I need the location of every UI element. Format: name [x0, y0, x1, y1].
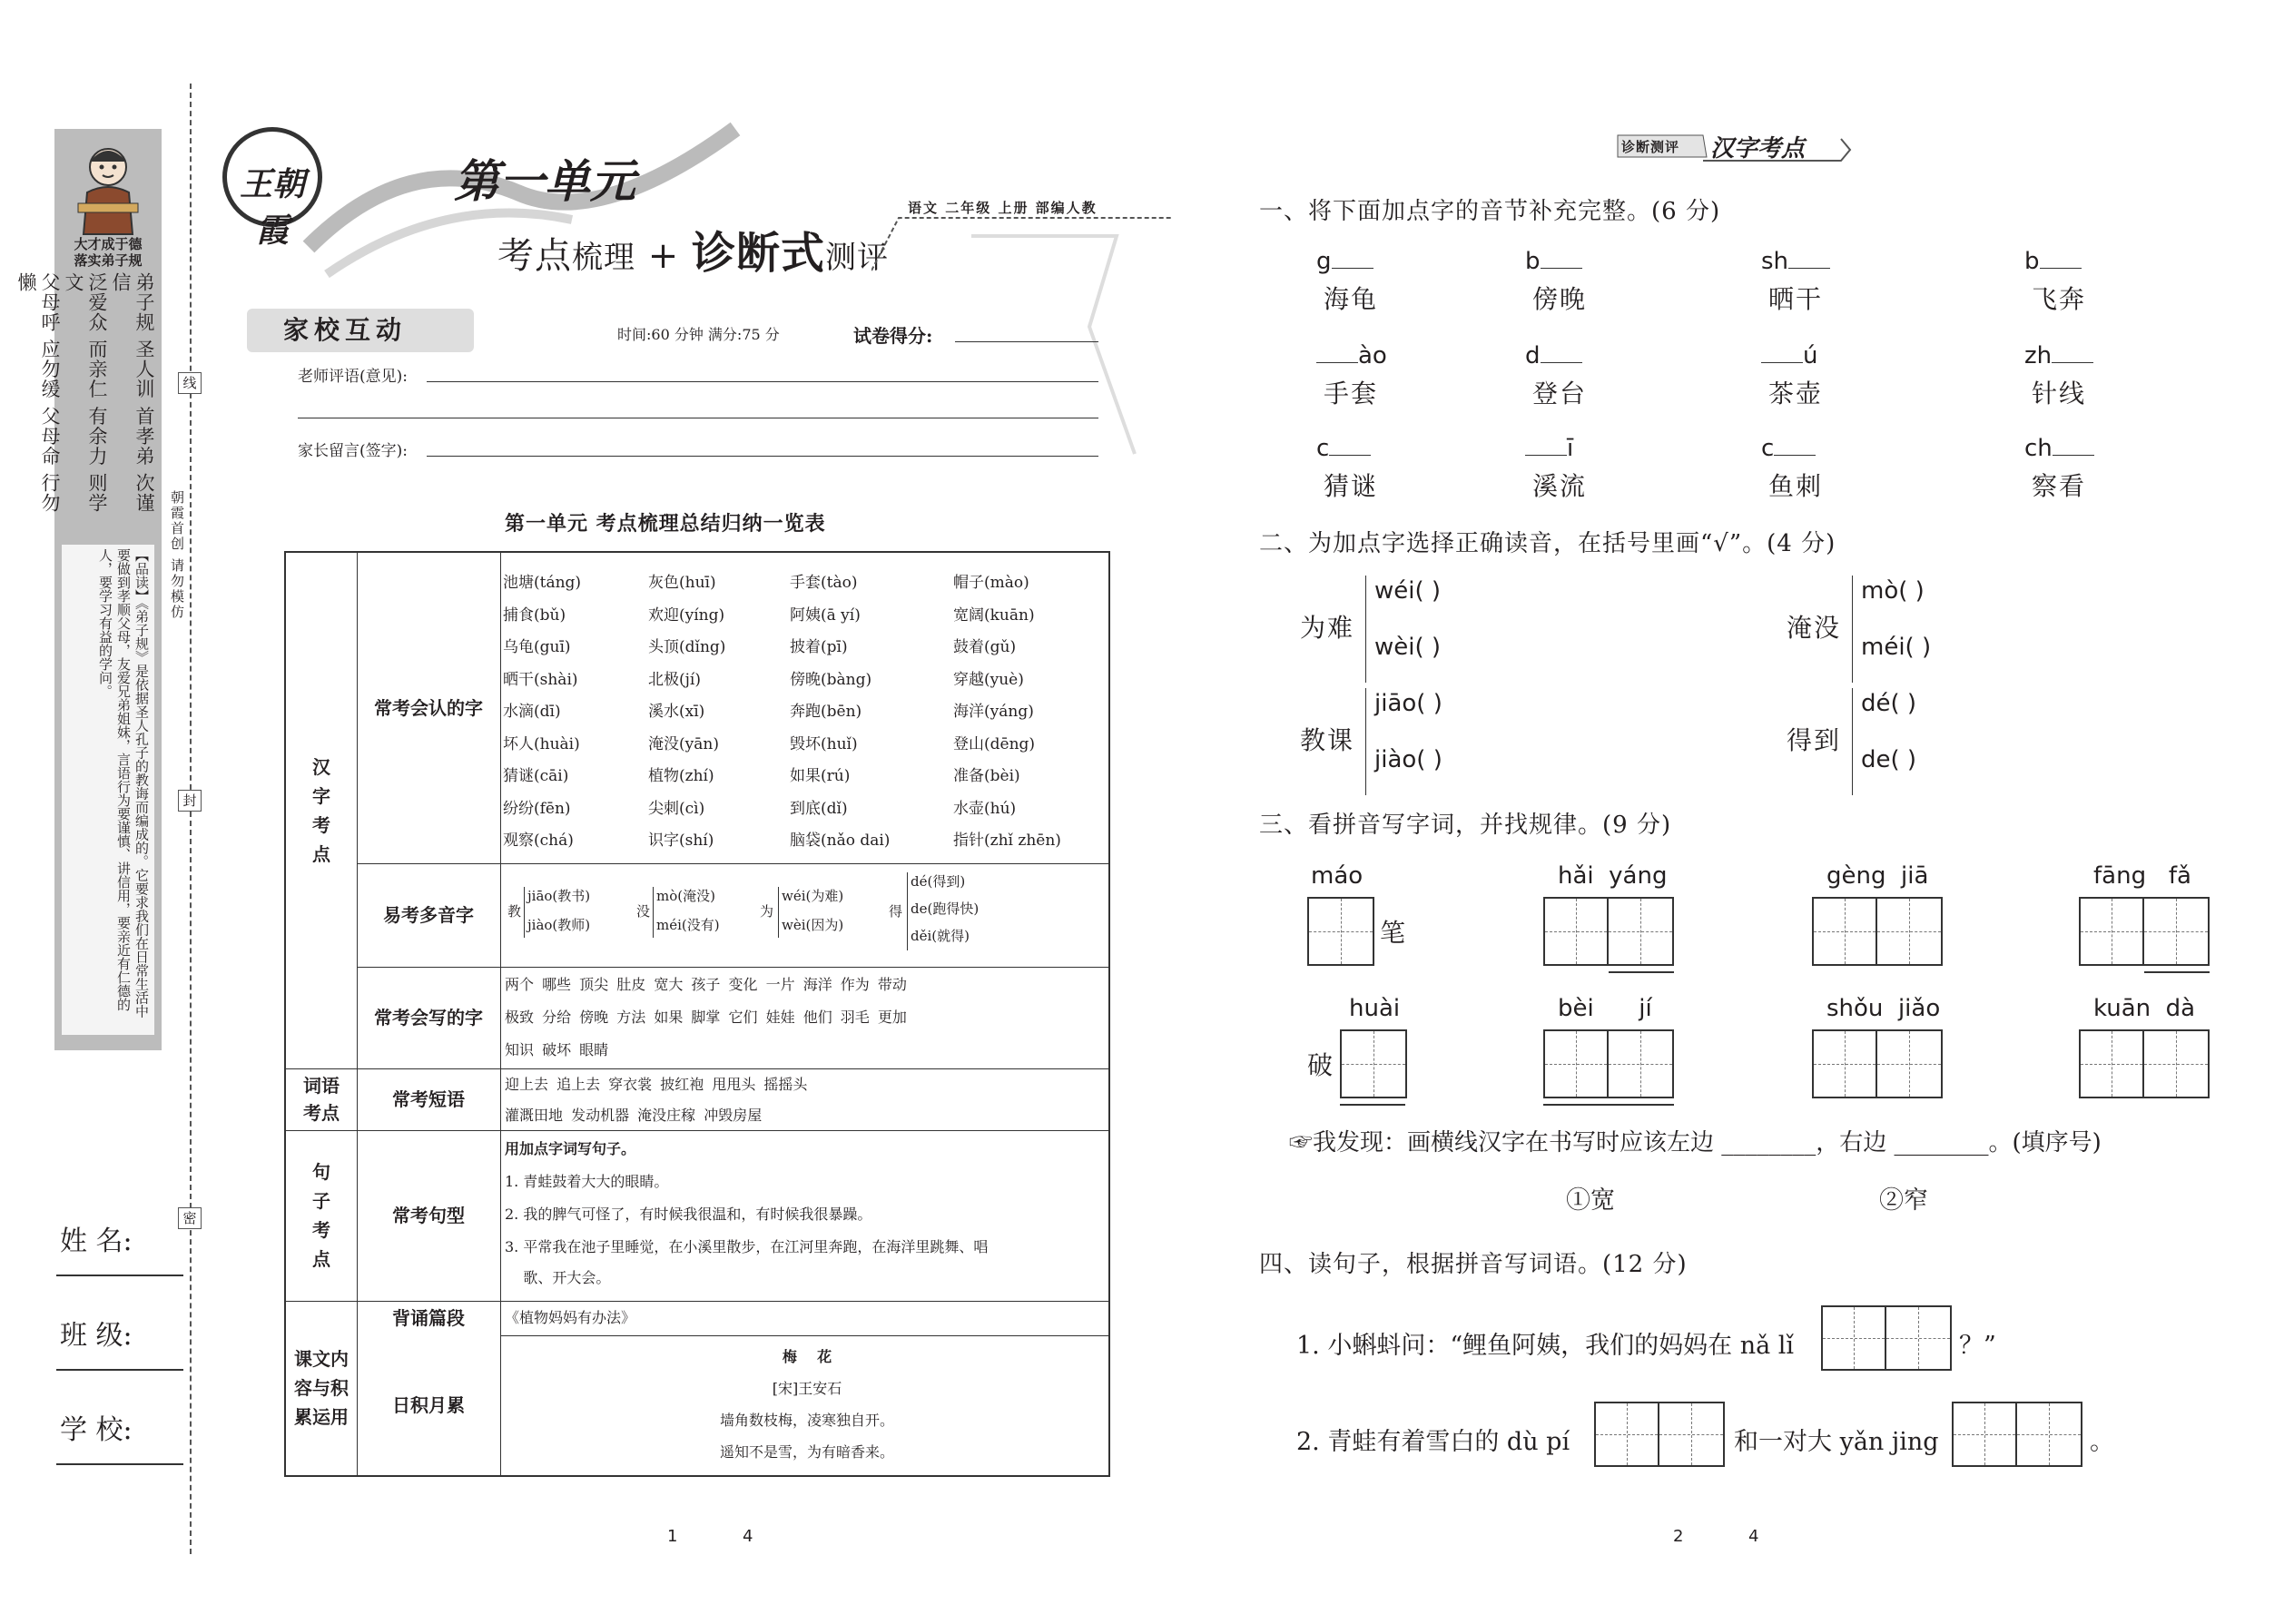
q1-word: 傍晚	[1532, 284, 1588, 314]
renzi-list	[503, 567, 1102, 858]
renzi-item: 猜谜(cāi)	[503, 767, 569, 785]
poly-mei-a: mò(淹没)	[656, 888, 715, 904]
q2-option[interactable]: dé( )	[1861, 690, 1917, 717]
dizigui-col-2: 泛爱众 而亲仁 有余力 则学文	[63, 272, 108, 514]
juxing-3: 3. 平常我在池子里睡觉，在小溪里散步，在江河里奔跑，在海洋里跳舞、唱	[505, 1238, 989, 1255]
q1-blank[interactable]	[1774, 434, 1816, 456]
dizigui-col-1: 弟子规 圣人训 首孝弟 次谨信	[110, 272, 155, 514]
renzi-item: 溪水(xī)	[648, 703, 705, 721]
q1-word: 晒干	[1768, 284, 1824, 314]
poly-char-wei: 为	[760, 903, 774, 920]
q3-pinyin: kuān dà	[2093, 995, 2196, 1022]
q3-answer-box[interactable]	[1340, 1029, 1407, 1098]
q1-pinyin-prefix: c	[1761, 435, 1775, 462]
renzi-item: 捕食(bǔ)	[503, 605, 566, 625]
q1-blank[interactable]	[1541, 247, 1582, 269]
renzi-item: 坏人(huài)	[503, 734, 580, 753]
q2-option[interactable]: wéi( )	[1374, 577, 1442, 605]
q1-word: 海龟	[1324, 284, 1379, 314]
q1-word: 飞奔	[2032, 284, 2087, 314]
q2-word: 得到	[1787, 725, 1842, 755]
q1-pinyin-prefix: b	[1525, 248, 1541, 275]
juxing-1: 1. 青蛙鼓着大大的眼睛。	[505, 1173, 669, 1190]
cat-juzi: 句 子 考 点	[312, 1161, 330, 1270]
xiezi-row-1: 两个 哪些 顶尖 肚皮 宽大 孩子 变化 一片 海洋 作为 带动	[505, 976, 907, 993]
sub-duanyu: 常考短语	[392, 1088, 465, 1110]
q3-discover: ☞我发现：画横线汉字在书写时应该左边 ________，右边 ________。(填序号)	[1289, 1129, 2102, 1156]
q4-sentence-2: 2. 青蛙有着雪白的 dù pí	[1296, 1428, 1570, 1456]
subtitle-part-d: 诊断式	[691, 228, 825, 279]
q1-pinyin[interactable]	[2024, 434, 2094, 462]
q3-pinyin: máo	[1311, 862, 1364, 890]
q1-blank[interactable]	[2053, 434, 2094, 456]
renzi-item: 北极(jí)	[648, 670, 701, 689]
duanyu-row-2: 灌溉田地 发动机器 淹没庄稼 冲毁房屋	[505, 1107, 763, 1124]
sub-renzi: 常考会认的字	[374, 697, 483, 719]
teacher-comment-label: 老师评语(意见):	[298, 368, 408, 386]
renzi-item: 识字(shí)	[648, 832, 714, 850]
q3-answer-box[interactable]	[1812, 897, 1943, 966]
q4-sentence-2-mid: 和一对大 yǎn jing	[1734, 1428, 1939, 1456]
class-label: 班 级:	[60, 1320, 133, 1352]
poly-char-mei: 没	[636, 903, 651, 920]
cut-mark-secret: 密	[178, 1207, 202, 1229]
dizigui-col-3: 父母呼 应勿缓 父母命 行勿懒	[15, 272, 61, 514]
school-field[interactable]	[56, 1396, 183, 1491]
poly-de-a: dé(得到)	[911, 873, 966, 890]
course-tags: 语文 二年级 上册 部编人教	[908, 200, 1098, 216]
student-info	[56, 1207, 183, 1491]
q1-blank[interactable]	[1541, 341, 1582, 363]
juxing-instruction: 用加点字词写句子。	[505, 1140, 636, 1157]
poly-char-de: 得	[889, 903, 903, 920]
poly-char-jiao: 教	[507, 903, 522, 920]
poly-de-b: de(跑得快)	[911, 901, 980, 917]
q1-word: 溪流	[1532, 471, 1588, 501]
q1-word: 鱼刺	[1768, 471, 1824, 501]
q2-word: 淹没	[1787, 613, 1842, 643]
cat-hanzi: 汉 字 考 点	[312, 756, 330, 865]
renzi-item: 池塘(táng)	[503, 574, 582, 592]
juxing-2: 2. 我的脾气可怪了，有时候我很温和，有时候我很暴躁。	[505, 1206, 872, 1223]
q1-pinyin[interactable]	[1761, 247, 1830, 275]
page-number-left: 1	[667, 1527, 678, 1546]
renzi-item: 鼓着(gǔ)	[953, 638, 1017, 656]
subtitle-part-b: 梳理	[572, 240, 635, 276]
q1-word: 手套	[1324, 379, 1379, 408]
q3-answer-box[interactable]	[2079, 1029, 2210, 1098]
q1-blank[interactable]	[1316, 341, 1358, 363]
q1-pinyin-suffix: ào	[1358, 342, 1387, 369]
q4-sentence-2-end: 。	[2090, 1428, 2114, 1456]
q2-word: 为难	[1300, 613, 1355, 643]
renzi-item: 披着(pī)	[790, 638, 848, 656]
renzi-item: 乌龟(guī)	[503, 638, 571, 656]
q4-answer-box-3[interactable]	[1952, 1402, 2082, 1467]
poly-wei-a: wéi(为难)	[782, 888, 844, 904]
q3-prefix-char: 破	[1307, 1050, 1335, 1080]
summary-table	[284, 551, 1110, 1477]
renzi-item: 海洋(yáng)	[953, 703, 1034, 721]
q3-answer-box[interactable]	[1812, 1029, 1943, 1098]
subtitle	[497, 218, 889, 281]
subtitle-plus: +	[635, 235, 692, 277]
q1-blank[interactable]	[1761, 341, 1803, 363]
q1-word: 猜谜	[1324, 471, 1379, 501]
q1-word: 针线	[2032, 379, 2087, 408]
q1-blank[interactable]	[1788, 247, 1830, 269]
q3-pinyin: hǎi yáng	[1558, 862, 1668, 890]
q1-pinyin[interactable]	[1525, 341, 1582, 369]
renzi-item: 宽阔(kuān)	[953, 605, 1035, 625]
page-total-left: 4	[743, 1527, 753, 1546]
sub-jilei: 日积月累	[392, 1394, 465, 1416]
q3-pinyin: shǒu jiǎo	[1826, 995, 1941, 1022]
renzi-item: 到底(dǐ)	[790, 799, 848, 818]
dizigui-commentary: 【品读】《弟子规》是依据圣人孔子的教诲而编成的。它要求我们在日常生活中要做到孝顺父母，友爱兄弟姐妹，言语行为要谨慎、讲信用，要亲近有仁德的人，要学习有益的学问。	[62, 545, 154, 1035]
q1-pinyin[interactable]	[1525, 434, 1573, 462]
score-label: 试卷得分:	[853, 325, 933, 347]
q1-blank[interactable]	[1329, 434, 1371, 456]
renzi-item: 观察(chá)	[503, 832, 574, 850]
q1-title: 一、将下面加点字的音节补充完整。(6 分)	[1259, 198, 1721, 225]
q4-sentence-1: 1. 小蝌蚪问：“鲤鱼阿姨，我们的妈妈在 nǎ lǐ	[1296, 1332, 1795, 1360]
q2-option[interactable]: mò( )	[1861, 577, 1925, 605]
juxing-3-cont: 歌、开大会。	[505, 1269, 611, 1286]
cat-ciyu: 词语 考点	[303, 1075, 340, 1124]
q2-title: 二、为加点字选择正确读音，在括号里画“√”。(4 分)	[1259, 530, 1836, 557]
cut-mark-line: 线	[178, 372, 202, 394]
motto-line-1: 大才成于德	[74, 236, 143, 252]
renzi-item: 帽子(mào)	[953, 574, 1029, 592]
q2-brace	[1365, 576, 1366, 683]
q1-pinyin-prefix: zh	[2024, 342, 2053, 369]
q1-blank[interactable]	[1332, 247, 1373, 269]
renzi-item: 毁坏(huǐ)	[790, 734, 858, 753]
renzi-item: 植物(zhí)	[648, 767, 714, 785]
parent-comment-field[interactable]	[427, 456, 1098, 457]
q2-option[interactable]: méi( )	[1861, 634, 1932, 661]
q1-pinyin[interactable]	[2024, 247, 2082, 275]
renzi-item: 水滴(dī)	[503, 703, 561, 721]
side-strip	[15, 129, 162, 1050]
q1-pinyin[interactable]	[1316, 247, 1373, 275]
q1-pinyin-prefix: b	[2024, 248, 2040, 275]
q1-pinyin-prefix: g	[1316, 248, 1332, 275]
q1-pinyin-prefix: c	[1316, 435, 1330, 462]
page-number-right: 2	[1673, 1527, 1684, 1546]
renzi-item: 灰色(huī)	[648, 574, 716, 592]
poly-jiao-a: jiāo(教书)	[527, 888, 591, 904]
renzi-item: 淹没(yān)	[648, 734, 719, 753]
q3-suffix-char: 笔	[1380, 918, 1408, 948]
subtitle-part-e: 测评	[824, 240, 889, 276]
class-field[interactable]	[56, 1302, 183, 1396]
q2-option[interactable]: de( )	[1861, 746, 1917, 773]
page-total-right: 4	[1748, 1527, 1759, 1546]
table-title: 第一单元 考点梳理总结归纳一览表	[505, 512, 826, 536]
poly-mei-b: méi(没有)	[656, 917, 720, 933]
copyright-note: 朝霞首创 请勿模仿	[169, 490, 185, 620]
brand-logo	[222, 127, 322, 250]
q1-pinyin[interactable]	[1761, 434, 1816, 462]
q1-word: 察看	[2032, 471, 2087, 501]
subtitle-part-a: 考点	[497, 235, 572, 277]
section-tag-big: 汉字考点	[1710, 135, 1806, 162]
home-school-banner: 家校互动	[247, 309, 474, 352]
q1-pinyin-prefix: ch	[2024, 435, 2053, 462]
sub-xiezi: 常考会写的字	[374, 1007, 483, 1029]
q3-underline	[2144, 971, 2210, 973]
section-tag-small: 诊断测评	[1621, 139, 1680, 155]
q3-option-2[interactable]: ②窄	[1879, 1186, 1928, 1215]
q3-pinyin: bèi jí	[1558, 995, 1652, 1022]
q2-option[interactable]: jiào( )	[1374, 746, 1442, 773]
name-field[interactable]	[56, 1207, 183, 1302]
q3-underline	[1340, 1104, 1405, 1106]
score-field[interactable]	[955, 341, 1098, 342]
renzi-item: 阿姨(ā yí)	[790, 605, 861, 625]
sub-juxing: 常考句型	[392, 1205, 465, 1226]
name-label: 姓 名:	[60, 1225, 133, 1257]
q3-answer-box[interactable]	[1307, 897, 1374, 966]
renzi-item: 手套(tào)	[790, 574, 858, 592]
q1-word: 茶壶	[1768, 379, 1824, 408]
q3-title: 三、看拼音写字词，并找规律。(9 分)	[1259, 812, 1672, 839]
sub-beisong: 背诵篇段	[392, 1307, 465, 1329]
q3-underline	[1609, 971, 1674, 973]
q1-pinyin[interactable]	[2024, 341, 2093, 369]
cut-mark-seal: 封	[178, 790, 202, 812]
q2-option[interactable]: jiāo( )	[1374, 690, 1442, 717]
renzi-item: 纷纷(fēn)	[503, 799, 571, 818]
q3-answer-box[interactable]	[2079, 897, 2210, 966]
q2-word: 教课	[1300, 725, 1355, 755]
unit-title: 第一单元	[454, 154, 635, 208]
poem-author: [宋]王安石	[772, 1380, 842, 1397]
q1-pinyin-prefix: sh	[1761, 248, 1789, 275]
q2-brace	[1852, 688, 1853, 795]
q4-answer-box-1[interactable]	[1821, 1305, 1952, 1371]
q2-brace	[1365, 688, 1366, 795]
renzi-item: 尖刺(cì)	[648, 799, 705, 818]
poem-title: 梅 花	[782, 1348, 832, 1365]
q2-option[interactable]: wèi( )	[1374, 634, 1442, 661]
q1-word: 登台	[1532, 379, 1588, 408]
duanyu-row-1: 迎上去 追上去 穿衣裳 披红袍 甩甩头 摇摇头	[505, 1076, 808, 1093]
q3-pinyin: fāng fǎ	[2093, 862, 2191, 890]
section-tag	[1616, 130, 1852, 161]
q3-underline	[1543, 1104, 1674, 1106]
q4-answer-box-2[interactable]	[1594, 1402, 1725, 1467]
renzi-item: 傍晚(bàng)	[790, 670, 872, 689]
renzi-item: 奔跑(bēn)	[790, 703, 862, 721]
beisong-text: 《植物妈妈有办法》	[505, 1309, 636, 1326]
q1-blank[interactable]	[2040, 247, 2082, 269]
q3-option-1[interactable]: ①宽	[1566, 1186, 1615, 1215]
time-info: 时间:60 分钟 满分:75 分	[617, 326, 780, 343]
renzi-item: 晒干(shài)	[503, 670, 578, 689]
renzi-item: 脑袋(nǎo dai)	[790, 832, 891, 850]
renzi-item: 指针(zhǐ zhēn)	[953, 832, 1061, 850]
brand-logo-text: 王朝霞	[239, 165, 305, 250]
renzi-item: 准备(bèi)	[953, 767, 1020, 785]
renzi-item: 登山(dēng)	[953, 734, 1036, 753]
q1-pinyin-suffix: ú	[1803, 342, 1818, 369]
dizigui-excerpt	[15, 272, 156, 527]
q2-brace	[1852, 576, 1853, 683]
school-label: 学 校:	[60, 1414, 133, 1446]
q1-pinyin[interactable]	[1316, 434, 1371, 462]
q3-answer-box[interactable]	[1543, 897, 1674, 966]
q3-pinyin: gèng jiā	[1826, 862, 1929, 890]
q1-blank[interactable]	[2052, 341, 2093, 363]
q3-pinyin: huài	[1349, 995, 1401, 1022]
q4-title: 四、读句子，根据拼音写词语。(12 分)	[1259, 1251, 1688, 1278]
q1-pinyin[interactable]	[1525, 247, 1582, 275]
q4-sentence-1-end: ？”	[1959, 1332, 1996, 1360]
poly-wei-b: wèi(因为)	[782, 917, 844, 933]
q1-pinyin[interactable]	[1761, 341, 1817, 369]
xiezi-row-2: 极致 分给 傍晚 方法 如果 脚掌 它们 娃娃 他们 羽毛 更加	[505, 1009, 907, 1026]
scholar-cartoon-icon	[74, 136, 142, 236]
cat-kewen: 课文内 容与积 累运用	[294, 1348, 349, 1428]
renzi-item: 欢迎(yíng)	[648, 605, 725, 625]
poly-jiao-b: jiào(教师)	[527, 917, 591, 933]
renzi-item: 头顶(dǐng)	[648, 638, 726, 656]
poem-line-2: 遥知不是雪，为有暗香来。	[719, 1443, 894, 1461]
q1-pinyin-prefix: d	[1525, 342, 1541, 369]
motto-line-2: 落实弟子规	[74, 252, 143, 269]
q1-pinyin-suffix: ī	[1567, 435, 1574, 462]
renzi-item: 穿越(yuè)	[953, 670, 1024, 689]
poem-line-1: 墙角数枝梅，凌寒独自开。	[719, 1412, 894, 1429]
poly-de-c: děi(就得)	[911, 928, 970, 944]
teacher-comment-field[interactable]	[427, 381, 1098, 382]
q1-pinyin[interactable]	[1316, 341, 1387, 369]
q1-blank[interactable]	[1525, 434, 1567, 456]
xiezi-row-3: 知识 破坏 眼睛	[505, 1041, 609, 1058]
cut-line	[190, 84, 192, 1554]
motto	[58, 236, 158, 269]
renzi-item: 如果(rú)	[790, 767, 851, 785]
q3-answer-box[interactable]	[1543, 1029, 1674, 1098]
renzi-item: 水壶(hú)	[953, 799, 1017, 818]
parent-comment-label: 家长留言(签字):	[298, 442, 408, 460]
sub-duoyin: 易考多音字	[383, 904, 474, 926]
